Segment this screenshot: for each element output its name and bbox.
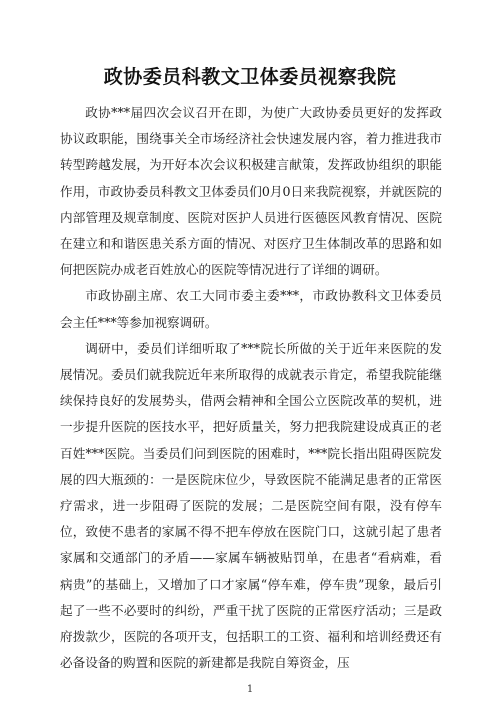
- paragraph-intro: 政协***届四次会议召开在即，为使广大政协委员更好的发挥政协议政职能，围绕事关全市场经济社会快速发展内容，着力推进我市转型跨越发展，为开好本次会议积极建言献策，发挥政协组织的职能作用，市政协委员科教文卫体委员们0月0日来我院视察，并就医院的内部管理及规章制度、医院对医护人员进行医德医风教育情况、医院在建立和和谐医患关系方面的情况、对医疗卫生体制改革的思路和如何把医院办成老百姓放心的医院等情况进行了详细的调研。: [60, 105, 442, 278]
- page-number: 1: [246, 684, 254, 695]
- paragraph-participants: 市政协副主席、农工大同市委主委***，市政协教科文卫体委员会主任***等参加视察调研。: [60, 288, 442, 330]
- document-title: 政协委员科教文卫体委员视察我院: [103, 66, 397, 88]
- document-body: [60, 100, 442, 676]
- paragraph-research: 调研中，委员们详细听取了***院长所做的关于近年来医院的发展情况。委员们就我院近年来所取得的成就表示肯定，希望我院能继续保持良好的发展势头，借两会精神和全国公立医院改革的契机，进一步提升医院的医技水平，把好质量关，努力把我院建设成真正的老百姓***医院。当委员们问到医院的困难时，***院长指出阻碍医院发展的四大瓶颈的：一是医院床位少，导致医院不能满足患者的正常医疗需求，进一步阻碍了医院的发展；二是医院空间有限，没有停车位，致使不患者的家属不得不把车停放在医院门口，这就引起了患者家属和交通部门的矛盾——家属车辆被贴罚单，在患者“看病难，看病贵”的基础上，又增加了口才家属“停车难，停车贵”现象，最后引起了一些不必要时的纠纷，严重干扰了医院的正常医疗活动；三是政府拨款少，医院的各项开支，包括职工的工资、福利和培训经费还有必备设备的购置和医院的新建都是我院自筹资金，压: [60, 340, 442, 671]
